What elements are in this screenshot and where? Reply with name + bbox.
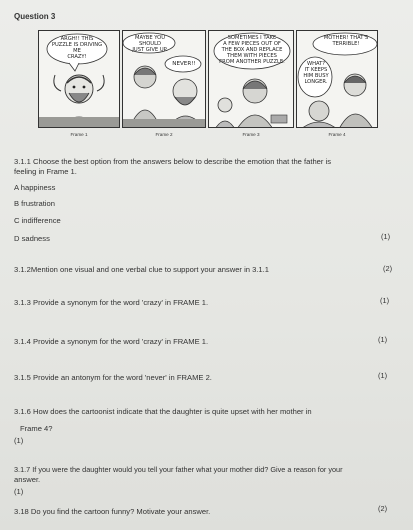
mark-3-1-2: (2) (383, 264, 393, 273)
option-d: D sadness (14, 234, 50, 243)
frame-4-label: Frame 4 (328, 132, 346, 137)
comic-frame-3 (208, 30, 294, 128)
mark-3-1-8: (2) (378, 504, 388, 513)
mark-3-1-3: (1) (380, 296, 390, 305)
question-3-1-7-line2: answer. (14, 475, 41, 484)
comic-frame-4 (296, 30, 378, 128)
mark-3-1-6: (1) (14, 436, 24, 445)
frame-4-speech-daughter: MOTHER! THAT'S TERRIBLE! (323, 35, 369, 47)
frame-2-speech-woman: MAYBE YOU SHOULD JUST GIVE UP. (132, 35, 168, 53)
mark-3-1-4: (1) (378, 335, 388, 344)
frame-1-speech: ARGH!! THIS PUZZLE IS DRIVING ME CRAZY! (51, 36, 103, 60)
frame-2-speech-man: NEVER!! (172, 61, 196, 67)
frame-4-speech-mother: WHAT? IT KEEPS HIM BUSY LONGER. (303, 61, 329, 85)
question-3-1-5: 3.1.5 Provide an antonym for the word 'never' in FRAME 2. (14, 373, 212, 382)
question-3-1-3: 3.1.3 Provide a synonym for the word 'crazy' in FRAME 1. (14, 298, 209, 307)
frame-3-speech: SOMETIMES I TAKE A FEW PIECES OUT OF THE BOX AND REPLACE THEM WITH PIECES FROM ANOTHER PUZZLE. (219, 35, 285, 65)
mark-3-1-1: (1) (381, 232, 391, 241)
question-3-1-4: 3.1.4 Provide a synonym for the word 'crazy' in FRAME 1. (14, 337, 209, 346)
mark-3-1-7: (1) (14, 487, 24, 496)
option-a: A happiness (14, 183, 56, 192)
question-3-1-8: 3.18 Do you find the cartoon funny? Motivate your answer. (14, 507, 211, 516)
question-3-1-6-line1: 3.1.6 How does the cartoonist indicate that the daughter is quite upset with her mother in (14, 407, 312, 416)
comic-frame-1 (38, 30, 120, 128)
frame-3-label: Frame 3 (242, 132, 260, 137)
question-3-1-7-line1: 3.1.7 If you were the daughter would you tell your father what your mother did? Give a reason for your (14, 465, 343, 474)
question-3-1-1-line2: feeling in Frame 1. (14, 167, 77, 176)
frame-2-label: Frame 2 (155, 132, 173, 137)
comic-frame-2 (122, 30, 206, 128)
question-heading: Question 3 (14, 12, 56, 21)
frame-1-label: Frame 1 (70, 132, 88, 137)
option-c: C indifference (14, 216, 61, 225)
question-3-1-1-line1: 3.1.1 Choose the best option from the answers below to describe the emotion that the father is (14, 157, 332, 166)
comic-strip (38, 30, 378, 136)
question-3-1-2: 3.1.2Mention one visual and one verbal clue to support your answer in 3.1.1 (14, 265, 269, 274)
mark-3-1-5: (1) (378, 371, 388, 380)
question-3-1-6-line2: Frame 4? (20, 424, 53, 433)
option-b: B frustration (14, 199, 55, 208)
